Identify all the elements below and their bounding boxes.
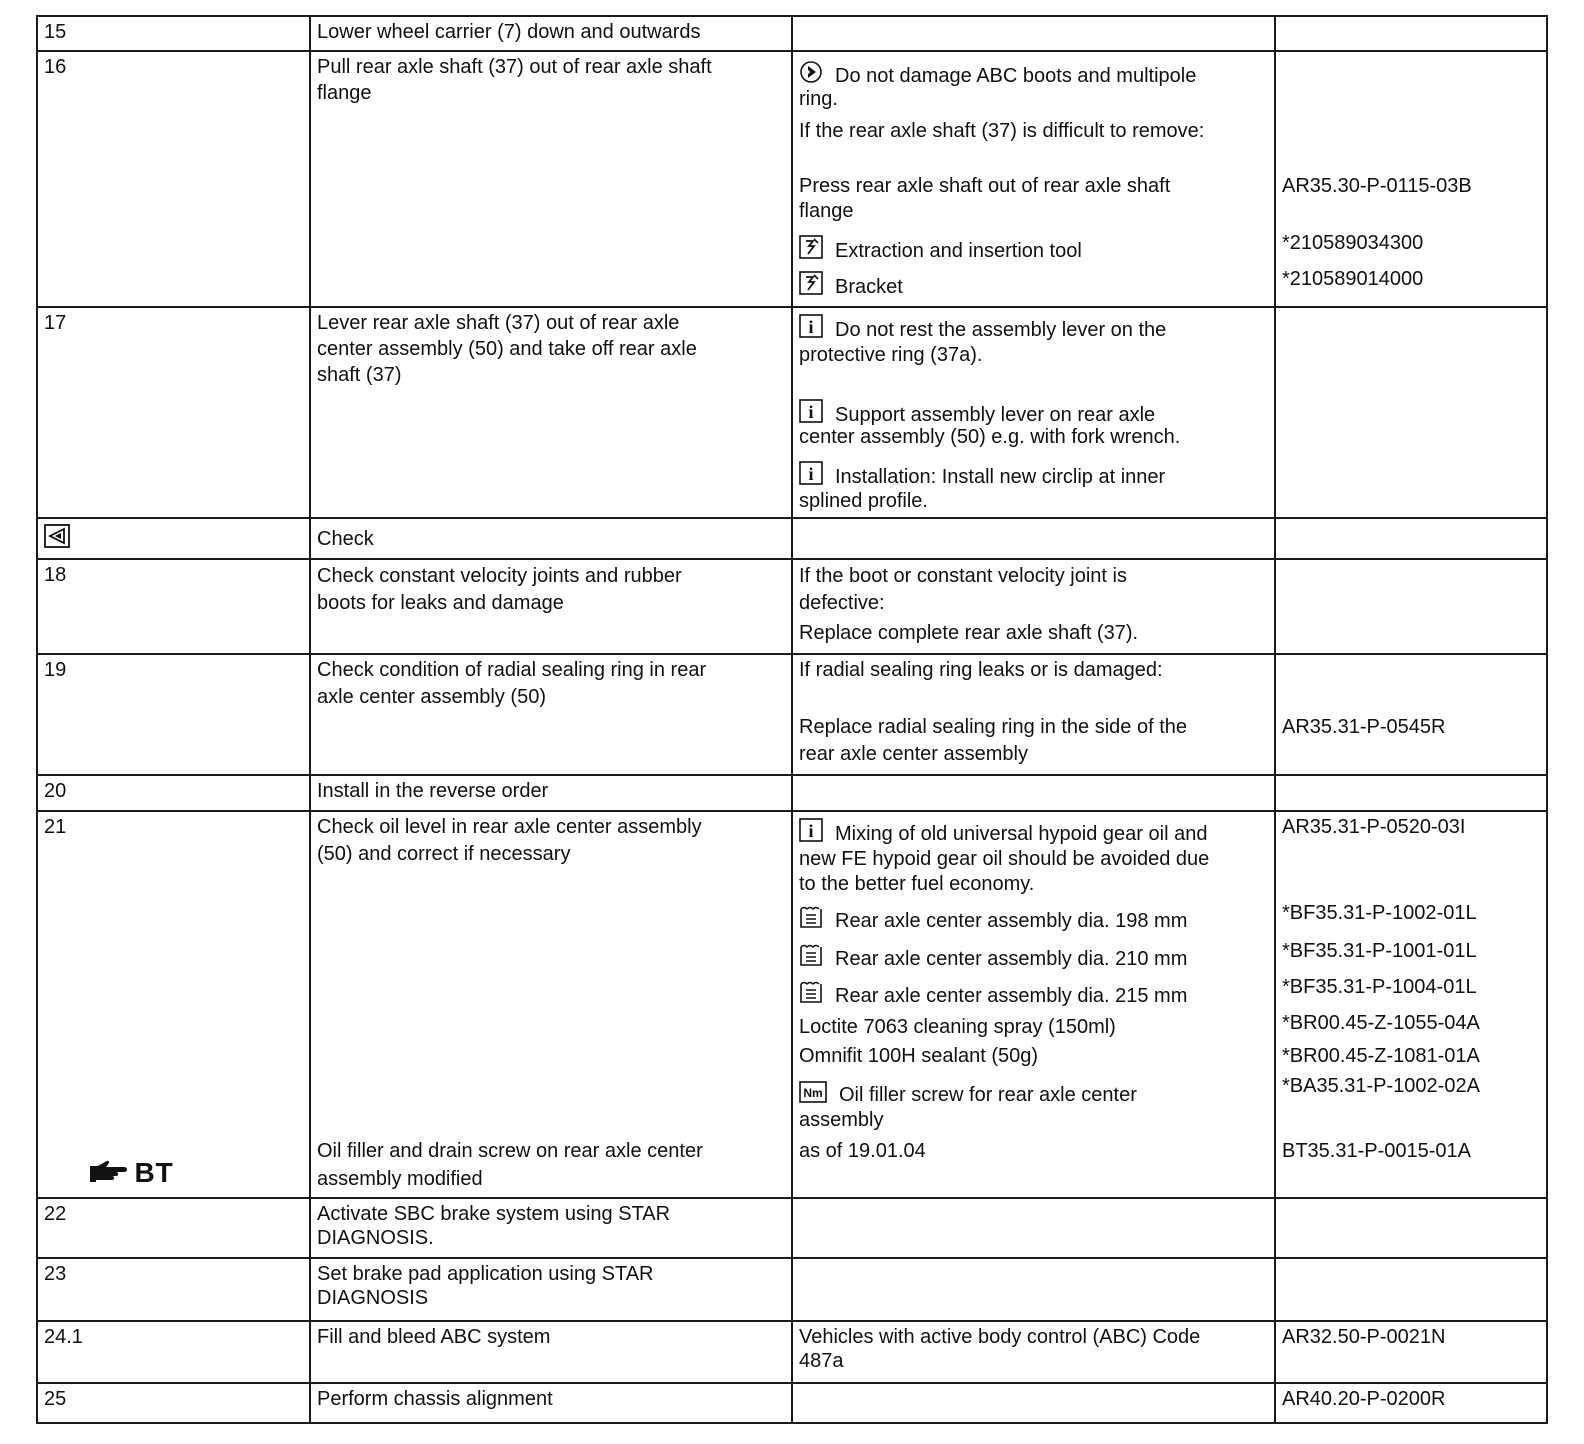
table-row: 16 Pull rear axle shaft (37) out of rear axle shaft flange Do not damage ABC boots and multipole ring. If the rear axle shaft (37) is difficult to remove: Press rear axle shaft out of rear axle shaft flange Extraction and insertion tool Bracket AR35.30-P-0115-03B *210589034300 *210589014000: [36, 50, 1548, 306]
step-number: 24.1: [44, 1326, 83, 1348]
torque-nm-icon: [799, 1081, 827, 1103]
table-row: 22 Activate SBC brake system using STAR DIAGNOSIS.: [36, 1197, 1548, 1257]
table-row: 21 BT Check oil level in rear axle center assembly (50) and correct if necessary Oil filler and drain screw on rear axle center assembly modified i Mixing of old universal hypoid gear oil and new FE hypoid gear oil should be avoided due to the better fuel economy. Rear axle center assembly dia. 198 mm Rear axle center assembly dia. 210 mm Rear axle center assembly dia. 215 mm Loctite 7063 cleaning spray (150ml) Omnifit 100H sealant (50g) Nm Oil filler screw for rear axle center assembly as of 19.01.04 AR35.31-P-0520-03I *BF35.31-P-1002-01L *BF35.31-P-1001-01L *BF35.31-P-1004-01L *BR00.45-Z-1055-04A *BR00.45-Z-1081-01A *BA35.31-P-1002-02A BT35.31-P-0015-01A: [36, 810, 1548, 1197]
table-row: 18 Check constant velocity joints and rubber boots for leaks and damage If the boot or constant velocity joint is defective: Replace complete rear axle shaft (37).: [36, 558, 1548, 653]
fluid-spec: Rear axle center assembly dia. 198 mm: [799, 905, 1187, 934]
spec-code: *BF35.31-P-1004-01L: [1282, 976, 1477, 998]
info-box-icon: [799, 818, 823, 842]
tool-note: Bracket: [799, 271, 903, 300]
info-note: i Mixing of old universal hypoid gear oil and: [799, 818, 1207, 847]
step-number: 16: [44, 56, 67, 78]
reference-code: AR35.30-P-0115-03B: [1282, 175, 1472, 197]
info-box-icon: [799, 461, 823, 485]
work-procedure-table: [36, 15, 1548, 1427]
info-note: i Installation: Install new circlip at inner: [799, 461, 1165, 490]
operating-fluid-icon: [799, 980, 823, 1004]
step-number: 25: [44, 1388, 67, 1410]
step-number: 17: [44, 312, 67, 334]
step-number: 18: [44, 564, 67, 586]
table-row: 20 Install in the reverse order: [36, 774, 1548, 810]
section-heading: Check: [317, 528, 374, 550]
reference-code: AR40.20-P-0200R: [1282, 1388, 1446, 1410]
table-row: [36, 15, 1548, 50]
spec-code: *BR00.45-Z-1081-01A: [1282, 1045, 1480, 1067]
fluid-spec: Rear axle center assembly dia. 215 mm: [799, 980, 1187, 1009]
tool-note: Extraction and insertion tool: [799, 235, 1082, 264]
special-tool-icon: [799, 271, 823, 295]
spec-code: *BF35.31-P-1002-01L: [1282, 902, 1477, 924]
step-action: Pull rear axle shaft (37) out of rear axle shaft: [317, 56, 712, 78]
step-action: flange: [317, 82, 372, 104]
check-triangle-icon: [44, 524, 70, 548]
step-number: 23: [44, 1263, 67, 1285]
svg-text:i: i: [808, 464, 814, 484]
bulletin-label: BT: [134, 1157, 174, 1188]
reference-code: AR35.31-P-0545R: [1282, 716, 1446, 738]
step-number: 19: [44, 659, 67, 681]
caution-note: Do not damage ABC boots and multipole: [799, 60, 1196, 89]
operating-fluid-icon: [799, 905, 823, 929]
step-number: 21: [44, 816, 67, 838]
table-row: 24.1 Fill and bleed ABC system Vehicles with active body control (ABC) Code 487a AR32.50-P-0021N: [36, 1320, 1548, 1382]
info-box-icon: [799, 399, 823, 423]
special-tool-icon: [799, 235, 823, 259]
spec-code: *BR00.45-Z-1055-04A: [1282, 1012, 1480, 1034]
svg-text:i: i: [808, 821, 814, 841]
bulletin-code: BT35.31-P-0015-01A: [1282, 1140, 1472, 1162]
step-number: 22: [44, 1203, 67, 1225]
reference-code: AR32.50-P-0021N: [1282, 1326, 1446, 1348]
step-number: 20: [44, 780, 67, 802]
step-action: Lower wheel carrier (7) down and outwards: [317, 21, 701, 43]
fluid-spec: Rear axle center assembly dia. 210 mm: [799, 943, 1187, 972]
step-number: 15: [44, 21, 67, 43]
table-row: 17 Lever rear axle shaft (37) out of rear axle center assembly (50) and take off rear axle shaft (37) i Do not rest the assembly lever on the protective ring (37a). i Support assembly lever on rear axle center assembly (50) e.g. with fork wrench. i Installation: Install new circlip at inner splined profile.: [36, 306, 1548, 517]
spec-code: *BA35.31-P-1002-02A: [1282, 1075, 1480, 1097]
torque-spec: Nm Oil filler screw for rear axle center: [799, 1081, 1137, 1108]
table-row: 19 Check condition of radial sealing ring in rear axle center assembly (50) If radial sealing ring leaks or is damaged: Replace radial sealing ring in the side of the rear axle center assembly AR35.31-P-0545R: [36, 653, 1548, 774]
caution-circle-icon: [799, 60, 823, 84]
table-row: 25 Perform chassis alignment AR40.20-P-0200R: [36, 1382, 1548, 1424]
pointing-hand-icon: [88, 1160, 130, 1186]
table-row: [36, 517, 1548, 558]
svg-text:i: i: [808, 317, 814, 337]
svg-text:Nm: Nm: [803, 1086, 823, 1100]
part-number: *210589034300: [1282, 232, 1424, 254]
info-note: i Do not rest the assembly lever on the: [799, 314, 1166, 343]
operating-fluid-icon: [799, 943, 823, 967]
table-row: 23 Set brake pad application using STAR DIAGNOSIS: [36, 1257, 1548, 1320]
part-number: *210589014000: [1282, 268, 1424, 290]
info-box-icon: [799, 314, 823, 338]
reference-code: AR35.31-P-0520-03I: [1282, 816, 1466, 838]
svg-text:i: i: [808, 402, 814, 422]
spec-code: *BF35.31-P-1001-01L: [1282, 940, 1477, 962]
info-note: i Support assembly lever on rear axle: [799, 399, 1155, 428]
